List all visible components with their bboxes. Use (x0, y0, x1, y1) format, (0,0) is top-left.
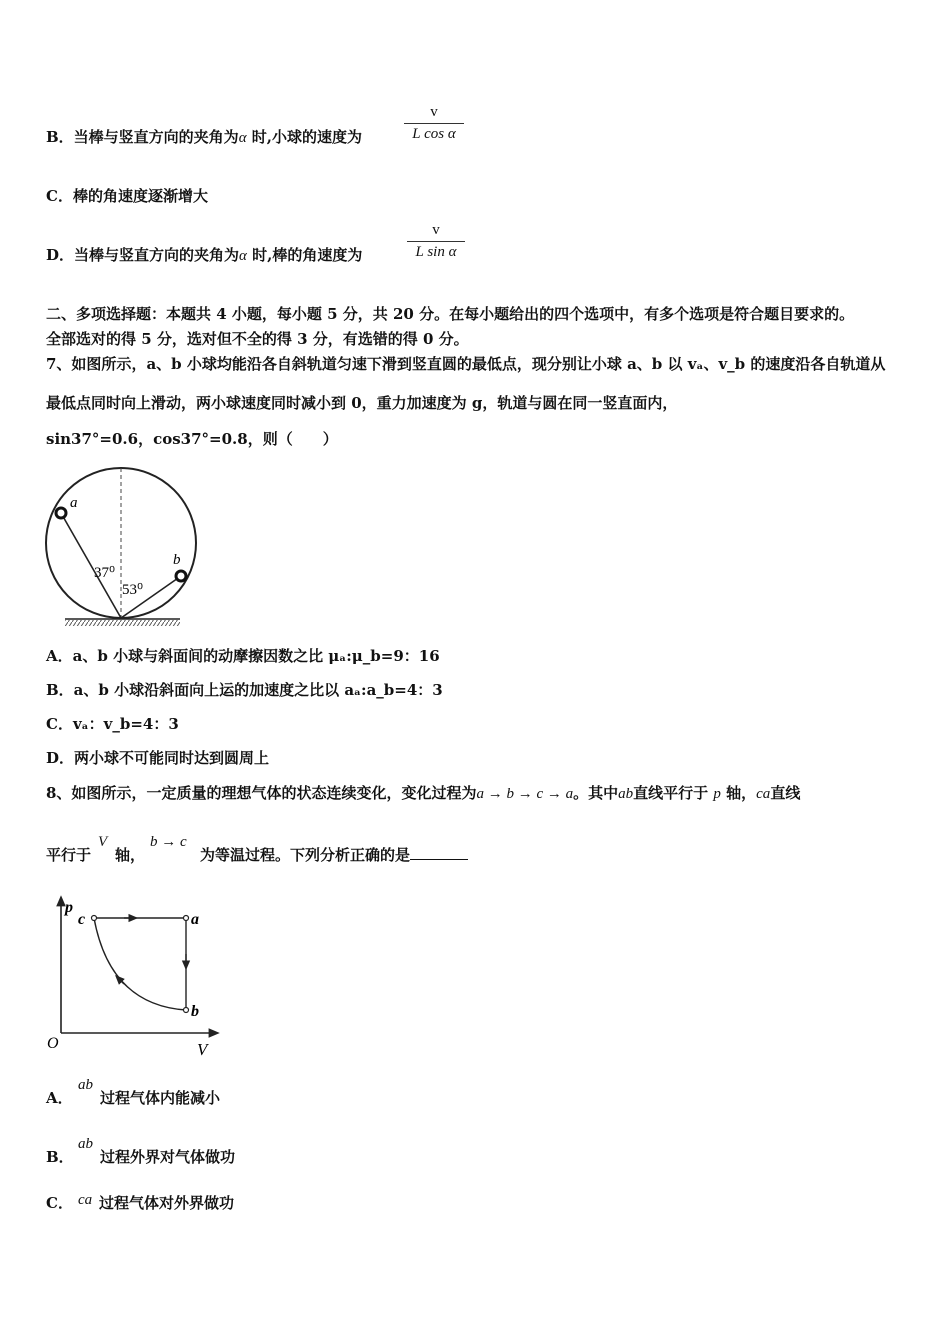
angle-53: 53⁰ (122, 582, 144, 598)
q7-stem-line2: 最低点同时向上滑动，两小球速度同时减小到 0，重力加速度为 g，轨道与圆在同一竖直面内， (46, 394, 678, 412)
label-V: V (197, 1040, 208, 1059)
q8-stem-line2 (46, 845, 91, 865)
section2-line2: 全部选对的得 5 分，选对但不全的得 3 分，有选错的得 0 分。 (46, 330, 469, 348)
q8-stem2-pre: 平行于 (46, 846, 92, 864)
point-c (92, 916, 97, 921)
angle-37: 37⁰ (94, 565, 116, 581)
q8-stem-line1 (46, 783, 800, 804)
label-b: b (173, 552, 181, 568)
q8-ca-symbol: ca (756, 786, 771, 802)
q8-ab-symbol: ab (618, 786, 634, 802)
section2-line1: 二、多项选择题：本题共 4 小题，每小题 5 分，共 20 分。在每小题给出的四个选项中，有多个选项是符合题目要求的。 (46, 305, 855, 323)
label-a: a (191, 911, 199, 928)
alpha-symbol: α (239, 248, 247, 264)
q8-stem2-mid: 轴， (115, 846, 146, 864)
point-b (184, 1008, 189, 1013)
arrow-bc (118, 978, 124, 984)
q8-p-symbol: p (713, 786, 721, 802)
q8-option-a-label: A． (46, 1089, 73, 1107)
q6-option-b-mid: 时,小球的速度为 (246, 128, 363, 146)
q6-option-b-prefix: B．当棒与竖直方向的夹角为 (46, 128, 239, 146)
q7-circle-figure (40, 460, 210, 630)
q6-option-d-mid: 时,棒的角速度为 (246, 246, 363, 264)
q8-stem2-post (200, 845, 468, 865)
q6-option-d-fraction (407, 222, 465, 261)
label-a: a (70, 495, 78, 511)
ball-a (56, 508, 66, 518)
q8-option-a-text: 过程气体内能减小 (100, 1089, 221, 1107)
q7-option-c: C．vₐ：v_b=4：3 (46, 715, 179, 733)
q8-pv-diagram (40, 890, 230, 1065)
ball-b (176, 571, 186, 581)
q8-stem-mid3: 轴， (726, 784, 757, 802)
q6-option-b-fraction (404, 104, 464, 143)
q6-option-b (46, 127, 362, 148)
q8-option-a-symbol: ab (78, 1077, 93, 1093)
q8-process: a → b → c → a (476, 786, 574, 802)
label-p: p (65, 899, 73, 916)
fraction-denominator: L cos α (412, 126, 456, 142)
fraction-numerator: v (404, 104, 464, 124)
isotherm-bc (94, 918, 186, 1010)
fraction-numerator: v (407, 222, 465, 242)
q8-bc-symbol: b → c (150, 834, 187, 850)
q8-stem-mid2: 直线平行于 (633, 784, 709, 802)
q8-option-b-text: 过程外界对气体做功 (100, 1148, 236, 1166)
q8-V-symbol: V (98, 834, 108, 850)
q6-option-c: C．棒的角速度逐渐增大 (46, 187, 208, 205)
q6-option-d-prefix: D．当棒与竖直方向的夹角为 (46, 246, 240, 264)
ground-hatch (65, 620, 180, 626)
q6-option-d (46, 245, 362, 266)
q8-option-c-symbol: ca (78, 1192, 93, 1208)
label-O: O (47, 1035, 59, 1052)
q8-stem-pre: 8、如图所示，一定质量的理想气体的状态连续变化，变化过程为 (46, 784, 477, 802)
label-b: b (191, 1003, 199, 1020)
q7-option-a: A．a、b 小球与斜面间的动摩擦因数之比 μₐ:μ_b=9：16 (46, 647, 440, 665)
q7-stem-line3: sin37°=0.6，cos37°=0.8，则（ ） (46, 430, 338, 448)
q8-option-c-label: C． (46, 1194, 73, 1212)
q8-option-b-label: B． (46, 1148, 74, 1166)
q8-option-c-text: 过程气体对外界做功 (99, 1194, 235, 1212)
q7-stem-line1: 7、如图所示，a、b 小球均能沿各自斜轨道匀速下滑到竖直圆的最低点，现分别让小球 a、b 以 vₐ、v_b 的速度沿各自轨道从 (46, 355, 886, 373)
fraction-denominator: L sin α (415, 244, 457, 260)
q7-option-d: D．两小球不可能同时达到圆周上 (46, 749, 270, 767)
q8-stem-post: 直线 (770, 784, 801, 802)
label-c: c (78, 911, 86, 928)
answer-blank (410, 845, 468, 860)
q8-stem-mid: 。其中 (573, 784, 619, 802)
point-a (184, 916, 189, 921)
q8-stem2-post-text: 为等温过程。下列分析正确的是 (200, 846, 411, 864)
alpha-symbol: α (238, 130, 247, 146)
q8-option-b-symbol: ab (78, 1136, 93, 1152)
q7-option-b: B．a、b 小球沿斜面向上运的加速度之比以 aₐ:a_b=4：3 (46, 681, 443, 699)
